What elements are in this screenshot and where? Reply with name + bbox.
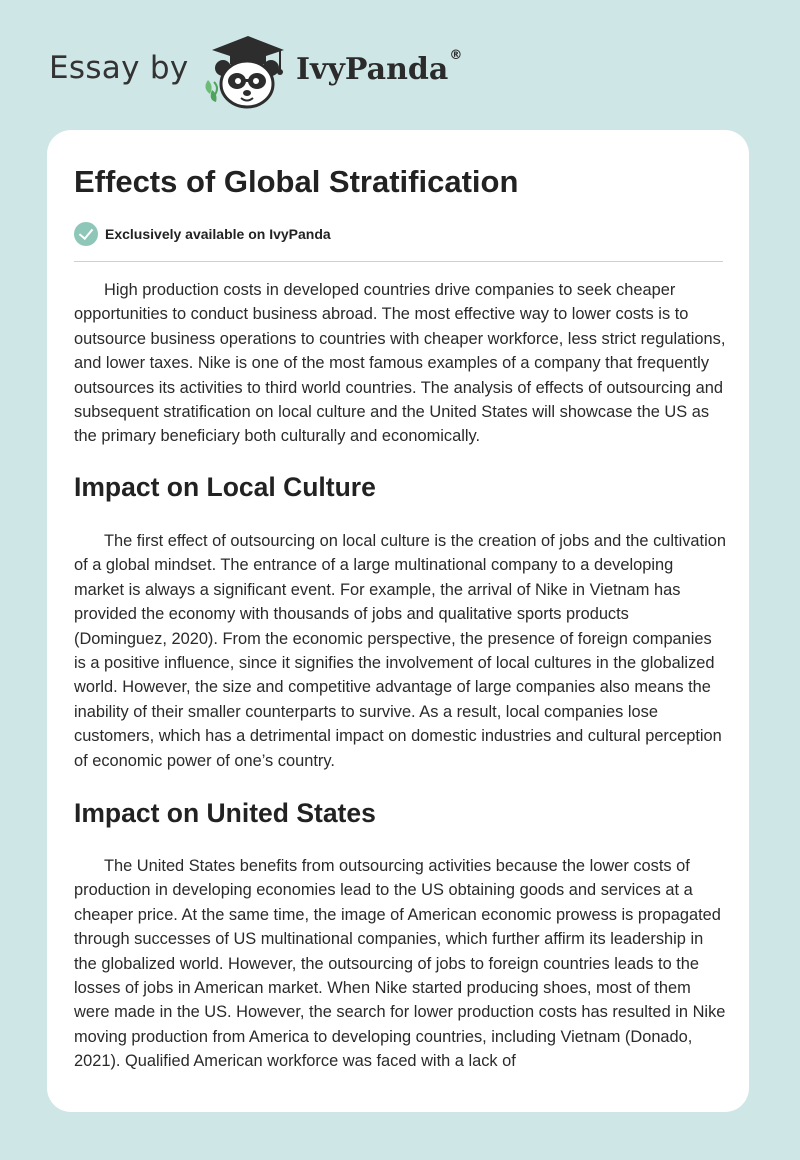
site-header — [0, 0, 800, 130]
brand-name: IvyPanda — [296, 52, 449, 87]
essay-by-label: Essay by — [49, 50, 189, 86]
page-title: Effects of Global Stratification — [74, 164, 519, 199]
section-paragraph-united-states: The United States benefits from outsourcing activities because the lower costs of production in developing economies lead to the US obtaining goods and services at a cheaper price. At the same time, the image of American economic prowess is propagated through successes of US multinational companies, which further affirm its leadership in the globalized world. However, the outsourcing of jobs to foreign countries leads to the losses of jobs in American market. When Nike started producing shoes, most of them were made in the US. However, the search for lower production costs has resulted in Nike moving production from America to developing countries, including Vietnam (Donado, 2021). Qualified American workforce was faced with a lack of — [74, 857, 726, 1071]
essay-card — [47, 130, 749, 1112]
exclusive-badge-label: Exclusively available on IvyPanda — [105, 226, 331, 242]
check-circle-icon — [74, 222, 98, 246]
section-paragraph-local-culture: The first effect of outsourcing on local culture is the creation of jobs and the cultivation of a global mindset. The entrance of a large multinational company to a developing market is always a significant event. For example, the arrival of Nike in Vietnam has provided the economy with thousands of jobs and qualitative sports products (Dominguez, 2020). From the economic perspective, the presence of foreign companies is a positive influence, since it signifies the involvement of local cultures in the globalized world. However, the size and competitive advantage of large companies also means the inability of their smaller counterparts to survive. As a result, local companies lose customers, which has a detrimental impact on domestic industries and cultural perception of economic power of one’s country. — [74, 532, 726, 770]
section-heading-local-culture: Impact on Local Culture — [74, 472, 376, 502]
ivypanda-brand[interactable] — [296, 48, 463, 87]
registered-mark: ® — [449, 48, 463, 63]
section-heading-united-states: Impact on United States — [74, 798, 376, 828]
divider — [74, 261, 723, 262]
exclusive-badge — [74, 222, 331, 246]
intro-paragraph: High production costs in developed countries drive companies to seek cheaper opportunities to conduct business abroad. The most effective way to lower costs is to outsource business operations to countries with cheaper workforce, less strict regulations, and lower taxes. Nike is one of the most famous examples of a company that frequently outsources its activities to third world countries. The analysis of effects of outsourcing and subsequent stratification on local culture and the United States will showcase the US as the primary beneficiary both culturally and economically. — [74, 281, 726, 446]
panda-graduate-logo-icon[interactable] — [200, 30, 292, 112]
